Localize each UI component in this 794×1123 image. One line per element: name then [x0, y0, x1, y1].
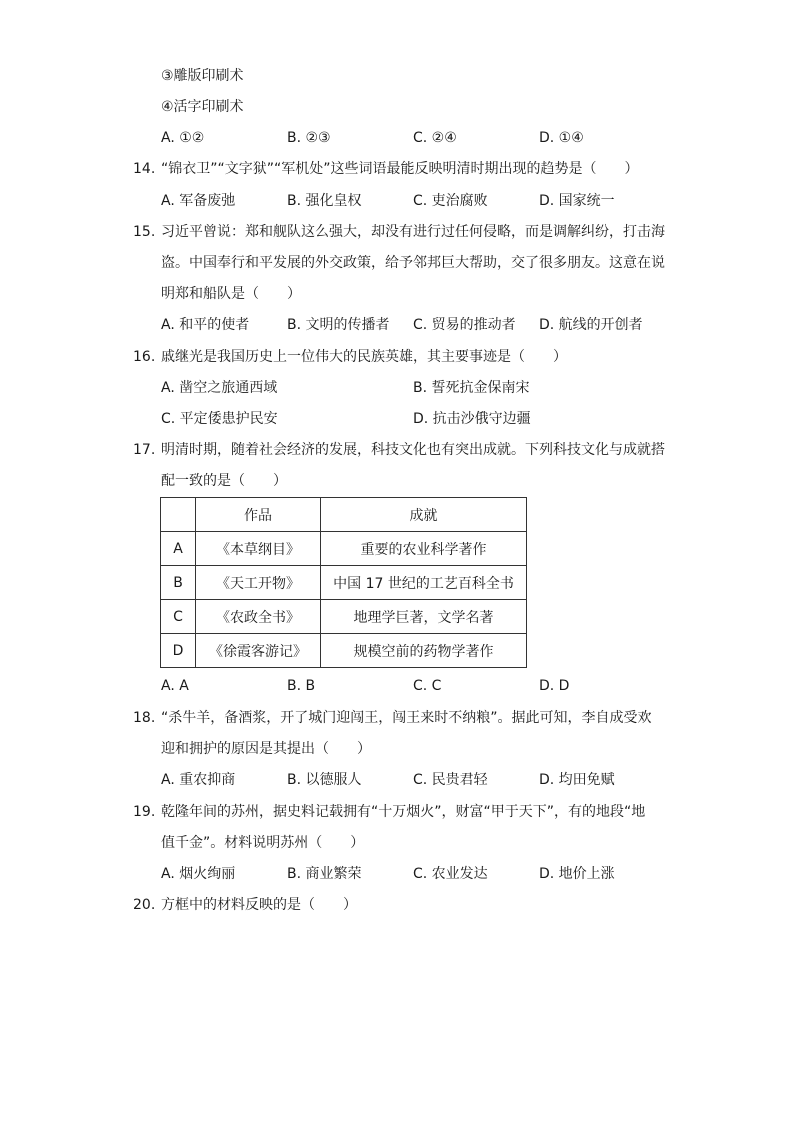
table-cell: B: [161, 566, 196, 600]
question-number: 14.: [133, 161, 156, 177]
q15-option-a: A. 和平的使者: [161, 317, 250, 333]
question-number: 15.: [133, 224, 156, 240]
question-17: [0, 440, 794, 460]
q16-option-a: A. 凿空之旅通西域: [161, 380, 278, 396]
question-text-line-1: 明清时期，随着社会经济的发展，科技文化也有突出成就。下列科技文化与成就搭: [161, 442, 665, 458]
table-cell: 重要的农业科学著作: [321, 532, 527, 566]
q13-option-c: C. ②④: [413, 130, 457, 146]
q18-option-b: B. 以德服人: [287, 772, 362, 788]
question-text-line-1: 乾隆年间的苏州，据史料记载拥有“十万烟火”，财富“甲于天下”，有的地段“地: [161, 804, 646, 820]
question-number: 16.: [133, 349, 156, 365]
q13-item-3: ③雕版印刷术: [161, 68, 244, 84]
question-text: 戚继光是我国历史上一位伟大的民族英雄，其主要事迹是（ ）: [161, 349, 567, 365]
table-header-cell: 作品: [196, 498, 321, 532]
question-text-line-2: 迎和拥护的原因是其提出（ ）: [161, 741, 371, 757]
table-row: [161, 532, 527, 566]
q17-option-c: C. C: [413, 678, 442, 694]
question-text-line-1: 习近平曾说：郑和舰队这么强大，却没有进行过任何侵略，而是调解纠纷，打击海: [161, 224, 665, 240]
q15-option-d: D. 航线的开创者: [539, 317, 643, 333]
question-14: [0, 159, 794, 179]
table-cell: 规模空前的药物学著作: [321, 634, 527, 668]
question-18: [0, 708, 794, 728]
q13-item-4: ④活字印刷术: [161, 99, 244, 115]
table-header-cell: [161, 498, 196, 532]
question-number: 20.: [133, 897, 156, 913]
q17-option-a: A. A: [161, 678, 189, 694]
table-row: [161, 600, 527, 634]
question-number: 17.: [133, 442, 156, 458]
question-number: 18.: [133, 710, 156, 726]
question-text: 方框中的材料反映的是（ ）: [161, 897, 357, 913]
question-20: [0, 895, 794, 915]
question-19: [0, 802, 794, 822]
q16-option-b: B. 誓死抗金保南宋: [413, 380, 530, 396]
table-header-cell: 成就: [321, 498, 527, 532]
q13-option-d: D. ①④: [539, 130, 584, 146]
table-cell: 地理学巨著，文学名著: [321, 600, 527, 634]
q17-option-b: B. B: [287, 678, 316, 694]
q14-option-b: B. 强化皇权: [287, 193, 362, 209]
achievement-table: [160, 497, 527, 668]
table-cell: 中国 17 世纪的工艺百科全书: [321, 566, 527, 600]
table-cell: 《本草纲目》: [196, 532, 321, 566]
q17-option-d: D. D: [539, 678, 570, 694]
q19-option-b: B. 商业繁荣: [287, 866, 362, 882]
q19-option-c: C. 农业发达: [413, 866, 488, 882]
table-cell: C: [161, 600, 196, 634]
table-row: [161, 566, 527, 600]
table-cell: 《农政全书》: [196, 600, 321, 634]
question-text-line-2: 盗。中国奉行和平发展的外交政策，给予邻邦巨大帮助，交了很多朋友。这意在说: [161, 255, 665, 271]
q16-option-d: D. 抗击沙俄守边疆: [413, 411, 531, 427]
q14-option-c: C. 吏治腐败: [413, 193, 488, 209]
q14-option-a: A. 军备废弛: [161, 193, 236, 209]
table-cell: A: [161, 532, 196, 566]
table-header-row: [161, 498, 527, 532]
q18-option-c: C. 民贵君轻: [413, 772, 488, 788]
q15-option-b: B. 文明的传播者: [287, 317, 390, 333]
question-15: [0, 222, 794, 242]
question-text-line-1: “杀牛羊，备酒浆，开了城门迎闯王，闯王来时不纳粮”。据此可知，李自成受欢: [161, 710, 652, 726]
question-text: “锦衣卫”“文字狱”“军机处”这些词语最能反映明清时期出现的趋势是（ ）: [161, 161, 639, 177]
question-text-line-3: 明郑和船队是（ ）: [161, 286, 301, 302]
question-text-line-2: 配一致的是（ ）: [161, 473, 287, 489]
q19-option-a: A. 烟火绚丽: [161, 866, 236, 882]
q13-option-b: B. ②③: [287, 130, 331, 146]
table-cell: 《徐霞客游记》: [196, 634, 321, 668]
q19-option-d: D. 地价上涨: [539, 866, 615, 882]
q13-option-a: A. ①②: [161, 130, 205, 146]
q15-option-c: C. 贸易的推动者: [413, 317, 516, 333]
table-cell: 《天工开物》: [196, 566, 321, 600]
table-row: [161, 634, 527, 668]
question-16: [0, 347, 794, 367]
q18-option-a: A. 重农抑商: [161, 772, 236, 788]
table-cell: D: [161, 634, 196, 668]
question-number: 19.: [133, 804, 156, 820]
q18-option-d: D. 均田免赋: [539, 772, 615, 788]
q16-option-c: C. 平定倭患护民安: [161, 411, 278, 427]
q14-option-d: D. 国家统一: [539, 193, 615, 209]
question-text-line-2: 值千金”。材料说明苏州（ ）: [161, 835, 365, 851]
